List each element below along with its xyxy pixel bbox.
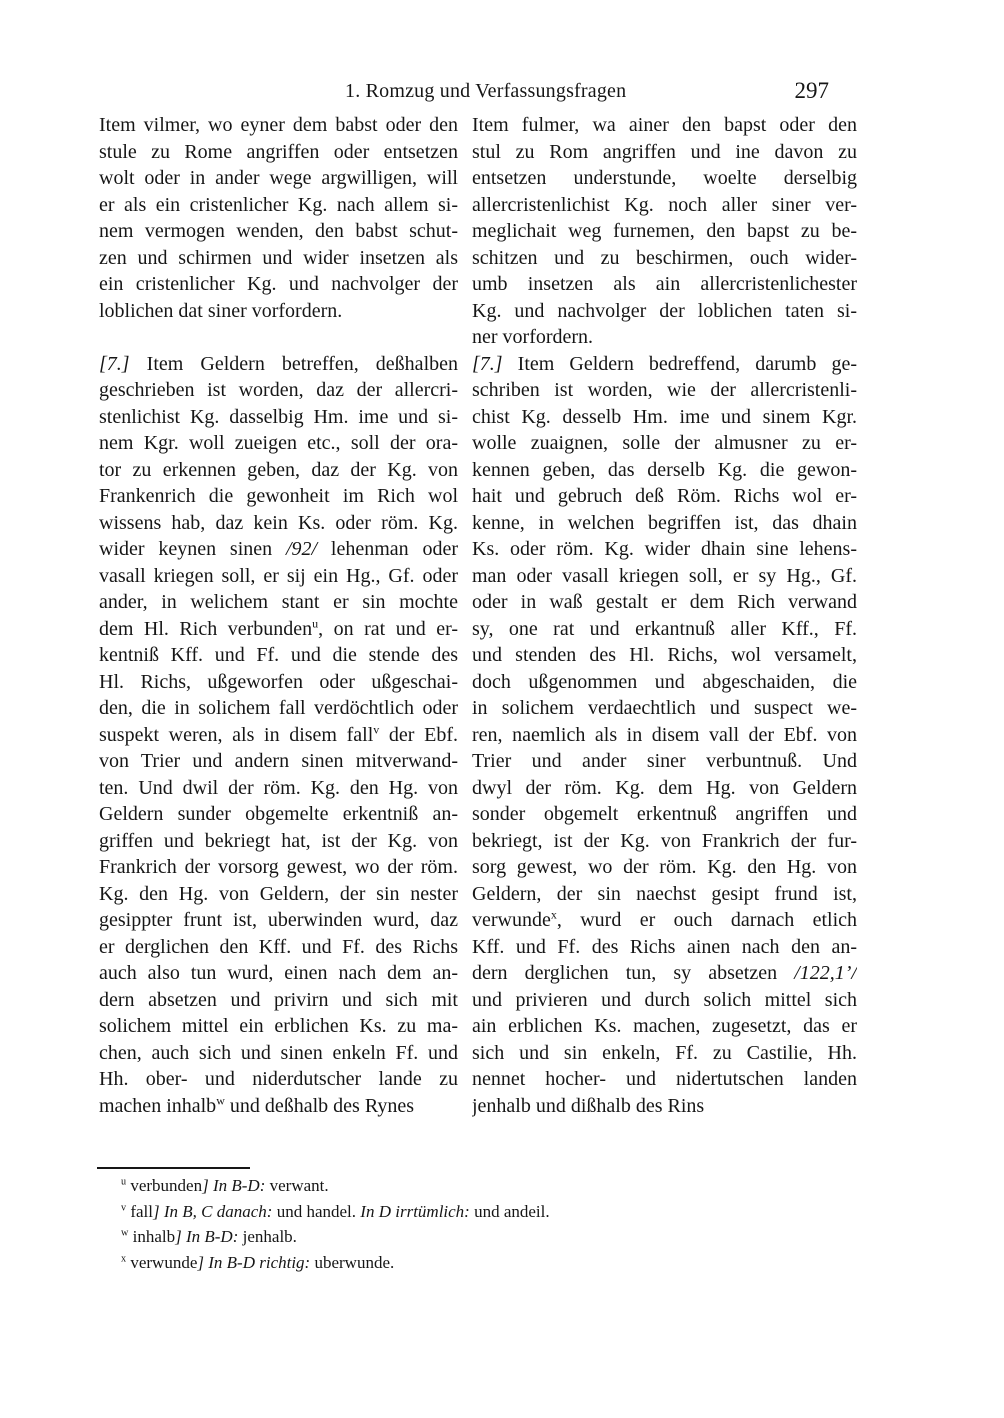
paragraph bbox=[99, 112, 458, 324]
text-line bbox=[99, 695, 458, 722]
italic-segment: /122,1’/ bbox=[794, 962, 857, 984]
text-line bbox=[472, 1066, 857, 1093]
text-segment: verwunde bbox=[472, 909, 551, 931]
text-line bbox=[99, 112, 458, 139]
note-marker: u bbox=[121, 1176, 127, 1188]
text-line bbox=[99, 271, 458, 298]
footnote bbox=[99, 1224, 857, 1250]
text-segment: Item fulmer, wa ainer den bapst oder den bbox=[472, 114, 857, 136]
text-segment: kentniß Kff. und Ff. und die stende des bbox=[99, 644, 458, 666]
text-segment: auch also tun wurd, einen nach dem an- bbox=[99, 962, 458, 984]
text-segment: ten. Und dwil der röm. Kg. den Hg. von bbox=[99, 776, 458, 799]
text-segment: schriben ist worden, wie der allercristenli- bbox=[472, 379, 857, 401]
text-line bbox=[472, 881, 857, 908]
text-line bbox=[472, 404, 857, 431]
italic-segment: [7.] bbox=[472, 352, 503, 375]
text-segment: Frankrich der vorsorg gewest, wo der röm. bbox=[99, 856, 458, 878]
note-marker: v bbox=[373, 721, 380, 736]
italic-segment: ] In B, C danach: bbox=[153, 1201, 273, 1221]
text-line bbox=[99, 828, 458, 855]
text-line bbox=[99, 510, 458, 537]
text-segment: tor zu erkennen geben, daz der Kg. von bbox=[99, 458, 458, 481]
text-line bbox=[99, 1093, 458, 1120]
text-line bbox=[472, 139, 857, 166]
text-segment: ander, in welichem stant er sin mochte bbox=[99, 591, 458, 613]
text-line bbox=[472, 430, 857, 457]
note-marker: v bbox=[121, 1201, 127, 1213]
text-line bbox=[99, 722, 458, 749]
text-segment: und stenden des Hl. Richs, wol versamelt, bbox=[472, 644, 857, 666]
paragraph bbox=[472, 351, 857, 1120]
text-segment: fall bbox=[126, 1201, 153, 1221]
text-segment: schitzen und zu beschirmen, ouch wider- bbox=[472, 246, 857, 269]
text-line bbox=[99, 298, 458, 325]
text-segment: sonder obgemelt erkentnuß angriffen und bbox=[472, 803, 857, 825]
text-segment: hait und gebruch deß Röm. Richs wol er- bbox=[472, 485, 857, 507]
text-segment: ein cristenlicher Kg. und nachvolger der bbox=[99, 273, 458, 295]
text-segment: stule zu Rome angriffen oder entsetzen bbox=[99, 140, 458, 163]
text-line bbox=[99, 139, 458, 166]
text-line bbox=[472, 801, 857, 828]
note-marker: w bbox=[216, 1092, 225, 1107]
text-line bbox=[99, 960, 458, 987]
text-segment: meglichait weg furnemen, den bapst zu be- bbox=[472, 220, 857, 242]
text-segment: er als ein cristenlicher Kg. nach allem si- bbox=[99, 193, 458, 216]
text-segment: nennet hocher- und nidertutschen landen bbox=[472, 1068, 857, 1090]
text-segment: zen und schirmen und wider insetzen als bbox=[99, 246, 458, 269]
text-segment: in solichem verdaechtlich und suspect we- bbox=[472, 697, 857, 719]
text-segment: Item Geldern betreffen, deßhalben bbox=[129, 352, 458, 375]
text-line bbox=[99, 457, 458, 484]
text-line bbox=[472, 457, 857, 484]
text-segment: nem Kgr. woll zueigen etc., soll der ora- bbox=[99, 432, 458, 454]
text-line bbox=[99, 642, 458, 669]
text-segment: sorg gewest, wo der röm. Kg. den Hg. von bbox=[472, 856, 857, 878]
text-line bbox=[99, 616, 458, 643]
text-line bbox=[99, 563, 458, 590]
text-segment: verwunde bbox=[126, 1252, 198, 1272]
text-line bbox=[99, 165, 458, 192]
text-line bbox=[472, 271, 857, 298]
text-segment: Item Geldern bedreffend, darumb ge- bbox=[502, 352, 857, 375]
text-segment: dwyl der röm. Kg. dem Hg. von Geldern bbox=[472, 776, 857, 799]
text-line bbox=[472, 324, 857, 351]
italic-segment: ] In B-D: bbox=[202, 1176, 266, 1195]
text-segment: dern derglichen tun, sy absetzen bbox=[472, 962, 795, 984]
text-segment: , on rat und er- bbox=[318, 617, 458, 640]
text-segment: bekriegt, ist der Kg. von Frankrich der fur- bbox=[472, 829, 857, 852]
note-marker: w bbox=[121, 1227, 129, 1239]
page-header bbox=[99, 78, 857, 108]
italic-segment: ] In B-D: bbox=[175, 1227, 239, 1246]
text-segment: allercristenlichist Kg. noch aller siner ver- bbox=[472, 193, 857, 216]
text-line bbox=[99, 430, 458, 457]
text-line bbox=[472, 1013, 857, 1040]
text-line bbox=[472, 165, 857, 192]
text-segment: entsetzen understunde, woelte derselbig bbox=[472, 167, 857, 189]
text-segment: und privieren und durch solich mittel sich bbox=[472, 988, 857, 1011]
text-segment: doch ußgenommen und abgeschaiden, die bbox=[472, 670, 857, 693]
text-segment: kenne, in welchen begriffen ist, das dhain bbox=[472, 511, 857, 534]
note-marker: x bbox=[550, 907, 557, 922]
footnotes-section bbox=[99, 1173, 857, 1275]
text-segment: lehenman oder bbox=[317, 538, 458, 560]
text-segment: wolle zuaignen, solle der almusner zu er- bbox=[472, 432, 857, 454]
text-line bbox=[99, 748, 458, 775]
text-segment: Ks. oder röm. Kg. wider dhain sine lehens- bbox=[472, 538, 857, 560]
text-column-right bbox=[472, 112, 857, 1119]
text-segment: vasall kriegen soll, er sij ein Hg., Gf. oder bbox=[99, 564, 458, 587]
text-segment: verbunden bbox=[126, 1176, 203, 1195]
text-line bbox=[472, 828, 857, 855]
italic-segment: In D irrtümlich: bbox=[360, 1201, 470, 1221]
page-number: 297 bbox=[794, 78, 829, 103]
text-segment: Trier und ander siner verbuntnuß. Und bbox=[472, 750, 857, 772]
text-segment: man oder vasall kriegen soll, er sy Hg., Gf. bbox=[472, 564, 857, 587]
text-segment: Hl. Richs, ußgeworfen oder ußgeschai- bbox=[99, 670, 458, 693]
text-line bbox=[472, 775, 857, 802]
text-segment: wider keynen sinen bbox=[99, 538, 286, 560]
text-segment: jenhalb und dißhalb des Rins bbox=[472, 1094, 705, 1117]
text-line bbox=[472, 934, 857, 961]
text-segment: Item vilmer, wo eyner dem babst oder den bbox=[99, 114, 458, 136]
text-line bbox=[99, 351, 458, 378]
text-line bbox=[472, 218, 857, 245]
text-segment: wissens hab, daz kein Ks. oder röm. Kg. bbox=[99, 511, 458, 534]
text-segment: inhalb bbox=[128, 1227, 176, 1246]
text-column-left bbox=[99, 112, 458, 1119]
text-segment: geschrieben ist worden, daz der allercri- bbox=[99, 379, 458, 401]
italic-segment: [7.] bbox=[99, 352, 130, 375]
text-line bbox=[472, 377, 857, 404]
italic-segment: ] In B-D richtig: bbox=[197, 1252, 311, 1272]
text-segment: machen inhalb bbox=[99, 1094, 217, 1117]
text-segment: Geldern sunder obgemelte erkentniß an- bbox=[99, 803, 458, 825]
text-segment: Frankenrich die gewonheit im Rich wol bbox=[99, 485, 458, 507]
text-segment: er derglichen den Kff. und Ff. des Richs bbox=[99, 935, 458, 958]
text-line bbox=[472, 642, 857, 669]
paragraph bbox=[472, 112, 857, 351]
text-segment: griffen und bekriegt hat, ist der Kg. von bbox=[99, 829, 458, 852]
text-line bbox=[472, 563, 857, 590]
text-line bbox=[99, 536, 458, 563]
text-segment: nem vermogen wenden, den babst schut- bbox=[99, 220, 458, 242]
text-line bbox=[472, 510, 857, 537]
text-segment: loblichen dat siner vorfordern. bbox=[99, 299, 343, 322]
text-line bbox=[472, 854, 857, 881]
note-marker: x bbox=[121, 1252, 127, 1264]
text-line bbox=[472, 298, 857, 325]
text-segment: chist Kg. desselb Hm. ime und sinem Kgr. bbox=[472, 405, 857, 428]
paragraph bbox=[99, 351, 458, 1120]
text-segment: dern absetzen und privirn und sich mit bbox=[99, 988, 458, 1011]
text-segment: und andeil. bbox=[469, 1201, 550, 1221]
text-line bbox=[472, 616, 857, 643]
text-segment: ain erblichen Ks. machen, zugesetzt, das er bbox=[472, 1015, 857, 1037]
footnote bbox=[99, 1250, 857, 1276]
text-segment: Kff. und Ff. des Richs ainen nach den an- bbox=[472, 935, 857, 958]
text-line bbox=[99, 854, 458, 881]
text-line bbox=[472, 960, 857, 987]
text-segment: kennen geben, das derselb Kg. die gewon- bbox=[472, 458, 857, 481]
text-segment: dem Hl. Rich verbunden bbox=[99, 617, 313, 640]
running-title: 1. Romzug und Verfassungsfragen bbox=[345, 80, 627, 102]
text-line bbox=[472, 192, 857, 219]
text-line bbox=[99, 801, 458, 828]
text-segment: jenhalb. bbox=[238, 1227, 297, 1246]
text-line bbox=[99, 218, 458, 245]
text-line bbox=[99, 192, 458, 219]
text-segment: solichem mittel ein erblichen Ks. zu ma- bbox=[99, 1015, 458, 1037]
text-segment: ner vorfordern. bbox=[472, 326, 594, 348]
text-segment: Kg. und nachvolger der loblichen taten si- bbox=[472, 299, 857, 322]
text-line bbox=[99, 934, 458, 961]
text-line bbox=[472, 987, 857, 1014]
text-line bbox=[472, 722, 857, 749]
text-line bbox=[472, 695, 857, 722]
text-segment: umb insetzen als ain allercristenlichester bbox=[472, 273, 857, 295]
text-line bbox=[99, 987, 458, 1014]
text-line bbox=[99, 775, 458, 802]
text-line bbox=[99, 377, 458, 404]
italic-segment: /92/ bbox=[285, 538, 318, 560]
text-line bbox=[99, 1040, 458, 1067]
text-line bbox=[99, 483, 458, 510]
text-line bbox=[472, 1040, 857, 1067]
text-line bbox=[472, 669, 857, 696]
text-segment: sich und sin enkeln, Ff. zu Castilie, Hh. bbox=[472, 1041, 857, 1064]
text-line bbox=[472, 748, 857, 775]
note-marker: u bbox=[312, 615, 319, 630]
text-segment: der Ebf. bbox=[379, 723, 458, 746]
text-segment: Kg. den Hg. von Geldern, der sin nester bbox=[99, 882, 458, 905]
text-line bbox=[472, 245, 857, 272]
text-segment: wolt oder in ander wege argwilligen, will bbox=[99, 167, 458, 189]
text-line bbox=[99, 881, 458, 908]
text-segment: verwant. bbox=[265, 1176, 329, 1195]
text-segment: chen, auch sich und sinen enkeln Ff. und bbox=[99, 1041, 458, 1064]
text-line bbox=[99, 589, 458, 616]
text-line bbox=[472, 112, 857, 139]
text-segment: und deßhalb des Rynes bbox=[224, 1094, 415, 1117]
text-segment: stenlichist Kg. dasselbig Hm. ime und si- bbox=[99, 405, 458, 428]
text-line bbox=[472, 907, 857, 934]
text-segment: ren, naemlich als in disem vall der Ebf. von bbox=[472, 723, 857, 746]
text-segment: oder in waß gestalt er dem Rich verwand bbox=[472, 591, 857, 613]
text-line bbox=[99, 669, 458, 696]
text-line bbox=[99, 245, 458, 272]
text-segment: stul zu Rom angriffen und ine davon zu bbox=[472, 140, 857, 163]
footnote-rule bbox=[97, 1167, 250, 1169]
text-line bbox=[472, 483, 857, 510]
footnote bbox=[99, 1199, 857, 1225]
text-line bbox=[99, 404, 458, 431]
text-line bbox=[472, 536, 857, 563]
text-line bbox=[99, 1013, 458, 1040]
text-segment: und handel. bbox=[272, 1201, 361, 1221]
text-segment: , wurd er ouch darnach etlich bbox=[556, 909, 857, 931]
text-line bbox=[99, 907, 458, 934]
text-segment: sy, one rat und erkantnuß aller Kff., Ff. bbox=[472, 617, 857, 640]
text-segment: gesippter frunt ist, uberwinden wurd, daz bbox=[99, 909, 458, 931]
text-line bbox=[472, 351, 857, 378]
text-segment: den, die in solichem fall verdöchtlich oder bbox=[99, 697, 458, 719]
text-segment: Geldern, der sin naechst gesipt frund ist, bbox=[472, 882, 857, 905]
text-columns bbox=[99, 112, 857, 1119]
footnote bbox=[99, 1173, 857, 1199]
text-segment: suspekt weren, als in disem fall bbox=[99, 723, 374, 746]
text-segment: uberwunde. bbox=[310, 1252, 395, 1272]
text-line bbox=[472, 1093, 857, 1120]
text-segment: von Trier und andern sinen mitverwand- bbox=[99, 750, 458, 772]
text-segment: Hh. ober- und niderdutscher lande zu bbox=[99, 1068, 458, 1090]
text-line bbox=[99, 1066, 458, 1093]
text-line bbox=[472, 589, 857, 616]
